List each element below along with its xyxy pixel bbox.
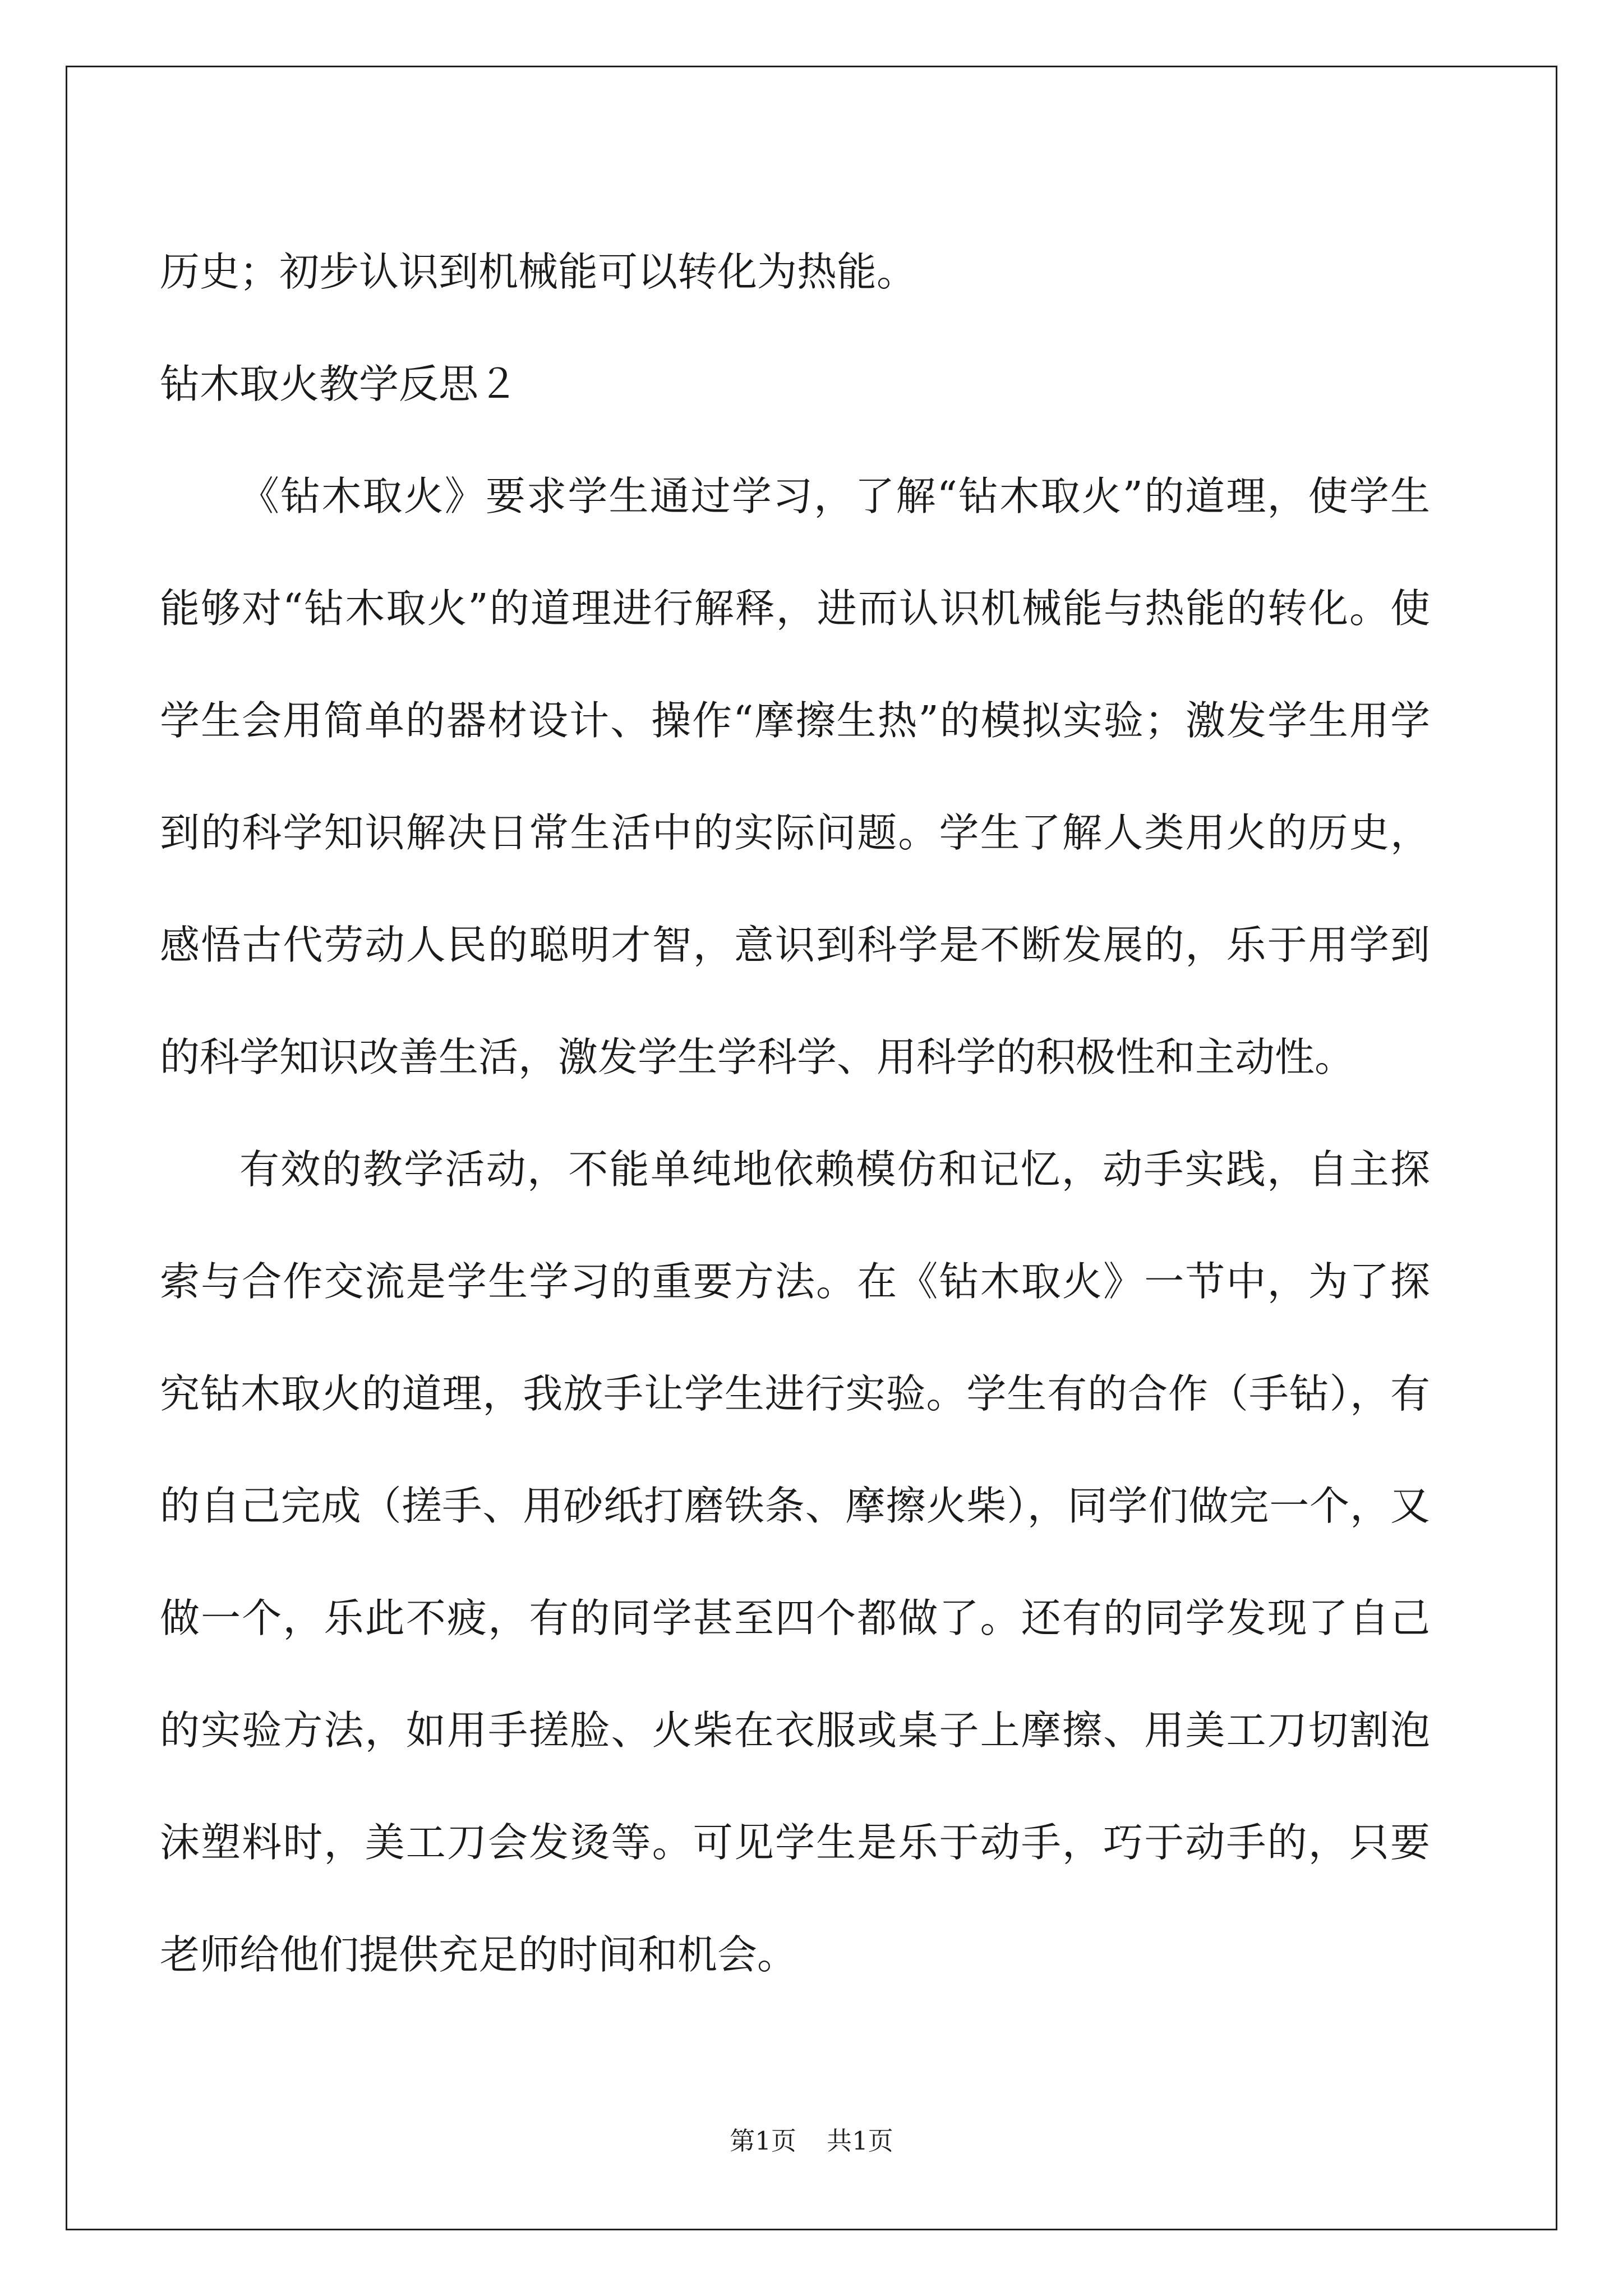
page-footer xyxy=(0,2120,1623,2157)
document-body xyxy=(160,216,1430,2011)
page-total: 共1页 xyxy=(827,2126,893,2156)
section-heading: 钻木取火教学反思２ xyxy=(160,361,519,407)
continued-paragraph: 历史；初步认识到机械能可以转化为热能。 xyxy=(160,249,917,295)
paragraph-2: 有效的教学活动，不能单纯地依赖模仿和记忆，动手实践，自主探索与合作交流是学生学习的重要方法。在《钻木取火》一节中，为了探究钻木取火的道理，我放手让学生进行实验。学生有的合作（手钻），有的自己完成（搓手、用砂纸打磨铁条、摩擦火柴），同学们做完一个，又做一个，乐此不疲，有的同学甚至四个都做了。还有的同学发现了自己的实验方法，如用手搓脸、火柴在衣服或桌子上摩擦、用美工刀切割泡沫塑料时，美工刀会发烫等。可见学生是乐于动手，巧于动手的，只要老师给他们提供充足的时间和机会。 xyxy=(160,1146,1430,1978)
page-number: 第1页 xyxy=(730,2126,796,2156)
paragraph-1: 《钻木取火》要求学生通过学习，了解“钻木取火”的道理，使学生能够对“钻木取火”的道理进行解释，进而认识机械能与热能的转化。使学生会用简单的器材设计、操作“摩擦生热”的模拟实验；激发学生用学到的科学知识解决日常生活中的实际问题。学生了解人类用火的历史，感悟古代劳动人民的聪明才智，意识到科学是不断发展的，乐于用学到的科学知识改善生活，激发学生学科学、用科学的积极性和主动性。 xyxy=(160,473,1430,1080)
